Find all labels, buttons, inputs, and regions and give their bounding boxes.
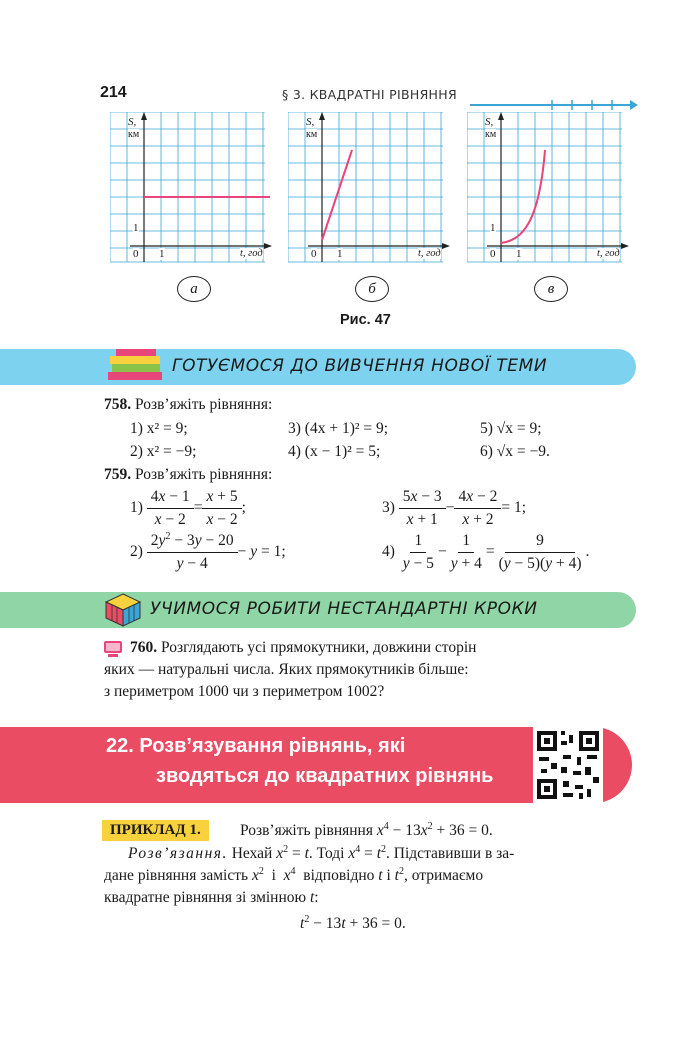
banner-prepare-title: ГОТУЄМОСЯ ДО ВИВЧЕННЯ НОВОЇ ТЕМИ — [172, 356, 548, 376]
x-tick-one: 1 — [516, 248, 522, 260]
graph-label-a: а — [177, 276, 211, 302]
y-axis-unit: км — [485, 129, 497, 140]
section-number: 22. — [106, 735, 134, 757]
section-header: § 3. КВАДРАТНІ РІВНЯННЯ — [282, 87, 457, 102]
example-badge: ПРИКЛАД 1. — [102, 820, 209, 841]
example-line3: квадратне рівняння зі змінною — [104, 889, 307, 906]
banner-nonstandard-title: УЧИМОСЯ РОБИТИ НЕСТАНДАРТНІ КРОКИ — [150, 599, 538, 619]
p759-eq-3: 3) $\frac{5x - 3}{x + 1}$ − $\frac{4x - 2}{x + 2}$ = 1; — [382, 488, 527, 528]
example-line2b: відповідно — [303, 867, 375, 884]
x-tick-one: 1 — [337, 248, 343, 260]
y-axis-unit: км — [128, 129, 140, 140]
solution-word: Розв’язання. — [128, 845, 228, 862]
problem-758-number: 758. — [104, 396, 132, 413]
p759-eq-1: 1) $\frac{4x - 1}{x - 2}$ = $\frac{x + 5}{x - 2}$ ; — [130, 488, 246, 528]
y-axis-label: S, — [306, 116, 315, 128]
graph-b — [288, 112, 460, 272]
x-axis-label: t, год — [240, 248, 263, 259]
p759-eq-2: 2) $\frac{2y^2 - 3y - 20}{y - 4}$ − y = 1; — [130, 531, 286, 572]
rubiks-cube-icon — [104, 592, 142, 628]
p758-item-6: 6) √x = −9. — [480, 443, 550, 460]
problem-760-line2: яких — натуральні числа. Яких прямокутників більше: — [104, 661, 469, 678]
y-axis-label: S, — [128, 116, 137, 128]
y-axis-label: S, — [485, 116, 494, 128]
computer-icon — [103, 640, 123, 658]
p758-item-4: 4) (x − 1)² = 5; — [288, 443, 381, 460]
y-axis-unit: км — [306, 129, 318, 140]
books-icon — [104, 348, 164, 382]
example-equation: $t^2 - 13t + 36 = 0$. — [300, 914, 406, 932]
problem-759-number: 759. — [104, 466, 132, 483]
example-task: Розв’яжіть рівняння — [240, 822, 373, 839]
graph-line — [322, 150, 352, 240]
p759-eq-4: 4) $\frac{1}{y - 5}$ − $\frac{1}{y + 4}$ = $\frac{9}{(y - 5)(y + 4)}$ . — [382, 532, 590, 572]
problem-759-prompt: Розв’яжіть рівняння: — [135, 466, 273, 483]
x-axis-label: t, год — [418, 248, 441, 259]
origin-label: 0 — [490, 248, 496, 260]
graph-label-c: в — [534, 276, 568, 302]
graph-label-b: б — [355, 276, 389, 302]
origin-label: 0 — [311, 248, 317, 260]
problem-760-line1: Розглядають усі прямокутники, довжини сторін — [161, 639, 477, 656]
graph-c — [467, 112, 639, 272]
section-title-text: Розв’язування рівнянь, які — [139, 735, 406, 757]
section-22-title-line2: зводяться до квадратних рівнянь — [156, 765, 494, 787]
y-tick-one: 1 — [133, 222, 139, 234]
example-line2: дане рівняння замість — [104, 867, 249, 884]
example-line2c: , отримаємо — [403, 867, 484, 884]
example-line1: Нехай — [231, 845, 273, 862]
x-tick-one: 1 — [159, 248, 165, 260]
y-tick-one: 1 — [490, 222, 496, 234]
graph-curve — [501, 150, 545, 243]
qr-code[interactable] — [533, 727, 603, 803]
problem-760-line3: з периметром 1000 чи з периметром 1002? — [104, 683, 385, 700]
p758-item-1: 1) x² = 9; — [130, 420, 188, 437]
p758-item-2: 2) x² = −9; — [130, 443, 197, 460]
header-arrow — [470, 98, 640, 112]
x-axis-label: t, год — [597, 248, 620, 259]
section-22-title-line1 — [106, 735, 405, 758]
problem-758-prompt: Розв’яжіть рівняння: — [135, 396, 273, 413]
origin-label: 0 — [133, 248, 139, 260]
figure-caption: Рис. 47 — [340, 312, 391, 328]
problem-760-number: 760. — [130, 639, 158, 656]
graph-a — [110, 112, 282, 272]
p758-item-5: 5) √x = 9; — [480, 420, 542, 437]
p758-item-3: 3) (4x + 1)² = 9; — [288, 420, 389, 437]
page-number: 214 — [100, 84, 127, 101]
